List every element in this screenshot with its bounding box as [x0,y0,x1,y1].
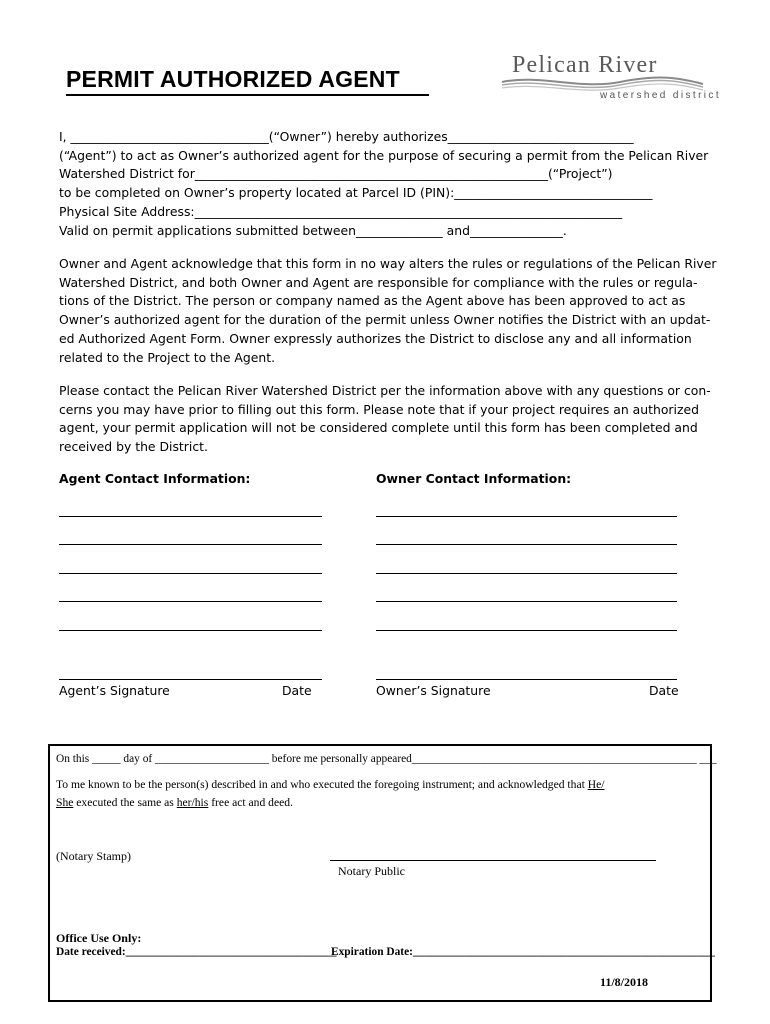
owner-contact-field[interactable] [376,516,677,517]
authorization-paragraph [59,128,714,240]
notary-deed-line [56,796,293,809]
agent-contact-field[interactable] [59,516,322,517]
notary-acknowledgement-text: To me known to be the person(s) described in and who executed the foregoing instrument; and acknowledged that [56,778,588,791]
acknowledgement-line: Watershed District, and both Owner and Agent are responsible for compliance with the rules or regula- [59,274,698,290]
expiration-date-field[interactable]: Expiration Date:_____________________________________________________ [331,946,715,958]
notary-public-signature-field[interactable] [330,860,656,861]
office-use-label: Office Use Only: [56,931,142,945]
title-underline [66,94,429,96]
agent-contact-field[interactable] [59,630,322,631]
she-text: She [56,796,74,809]
agent-contact-field[interactable] [59,601,322,602]
owner-contact-field[interactable] [376,544,677,545]
agent-contact-heading: Agent Contact Information: [59,471,251,486]
authorization-line: I, ________________________________(“Owner”) hereby authorizes______________________________ [59,129,634,144]
agent-contact-field[interactable] [59,544,322,545]
owner-contact-heading: Owner Contact Information: [376,471,572,486]
contact-line: agent, your permit application will not be considered complete until this form has been completed and [59,420,698,436]
notary-stamp-label: (Notary Stamp) [56,849,131,863]
logo-name: Pelican River [512,52,658,78]
owner-date-label: Date [649,683,679,698]
authorization-line: (“Agent”) to act as Owner’s authorized agent for the purpose of securing a permit from the Pelican River [59,147,709,163]
agent-contact-field[interactable] [59,573,322,574]
form-date: 11/8/2018 [600,975,649,989]
acknowledgement-line: related to the Project to the Agent. [59,349,276,365]
he-she-text: He/ [587,778,605,791]
notary-acknowledgement-line [56,778,604,791]
logo-subtitle: watershed district [600,90,722,101]
notary-public-label: Notary Public [338,864,405,878]
authorization-line: Watershed District for_________________________________________________________(“Project”) [59,166,613,182]
owner-contact-field[interactable] [376,630,677,631]
acknowledgement-line: tions of the District. The person or company named as the Agent above has been approved to act as [59,293,686,309]
contact-paragraph [59,382,714,457]
agent-signature-field[interactable] [59,679,322,680]
acknowledgement-line: ed Authorized Agent Form. Owner expressly authorizes the District to disclose any and all information [59,330,692,346]
acknowledgement-line: Owner and Agent acknowledge that this form in no way alters the rules or regulations of the Pelican River [59,256,717,271]
notary-deed-end: free act and deed. [208,796,293,809]
authorization-line: Valid on permit applications submitted between______________ and_______________. [59,222,567,238]
her-his-text: her/his [176,796,209,809]
date-received-field[interactable]: Date received:_____________________________________ [56,946,337,958]
notary-appearance-line: On this _____ day of ____________________ before me personally appeared__________________________________________________ ___ [56,753,717,765]
notary-deed-text: executed the same as [73,796,177,809]
agent-signature-label: Agent’s Signature [59,683,170,698]
owner-signature-field[interactable] [376,679,677,680]
acknowledgement-paragraph [59,255,717,367]
contact-line: cerns you may have prior to filling out this form. Please note that if your project requires an authorized [59,401,699,417]
contact-line: received by the District. [59,439,208,455]
page-title: PERMIT AUTHORIZED AGENT [66,66,400,92]
owner-signature-label: Owner’s Signature [376,683,491,698]
notary-section [48,744,717,1002]
acknowledgement-line: Owner’s authorized agent for the duration of the permit unless Owner notifies the District with an updat- [59,312,711,328]
authorization-line: to be completed on Owner’s property located at Parcel ID (PIN):________________________________ [59,185,653,201]
authorization-line: Physical Site Address:_____________________________________________________________________ [59,203,623,219]
contact-line: Please contact the Pelican River Watershed District per the information above with any questions or con- [59,383,711,398]
agent-date-label: Date [282,683,312,698]
owner-contact-field[interactable] [376,601,677,602]
pelican-river-logo [500,52,722,104]
owner-contact-field[interactable] [376,573,677,574]
